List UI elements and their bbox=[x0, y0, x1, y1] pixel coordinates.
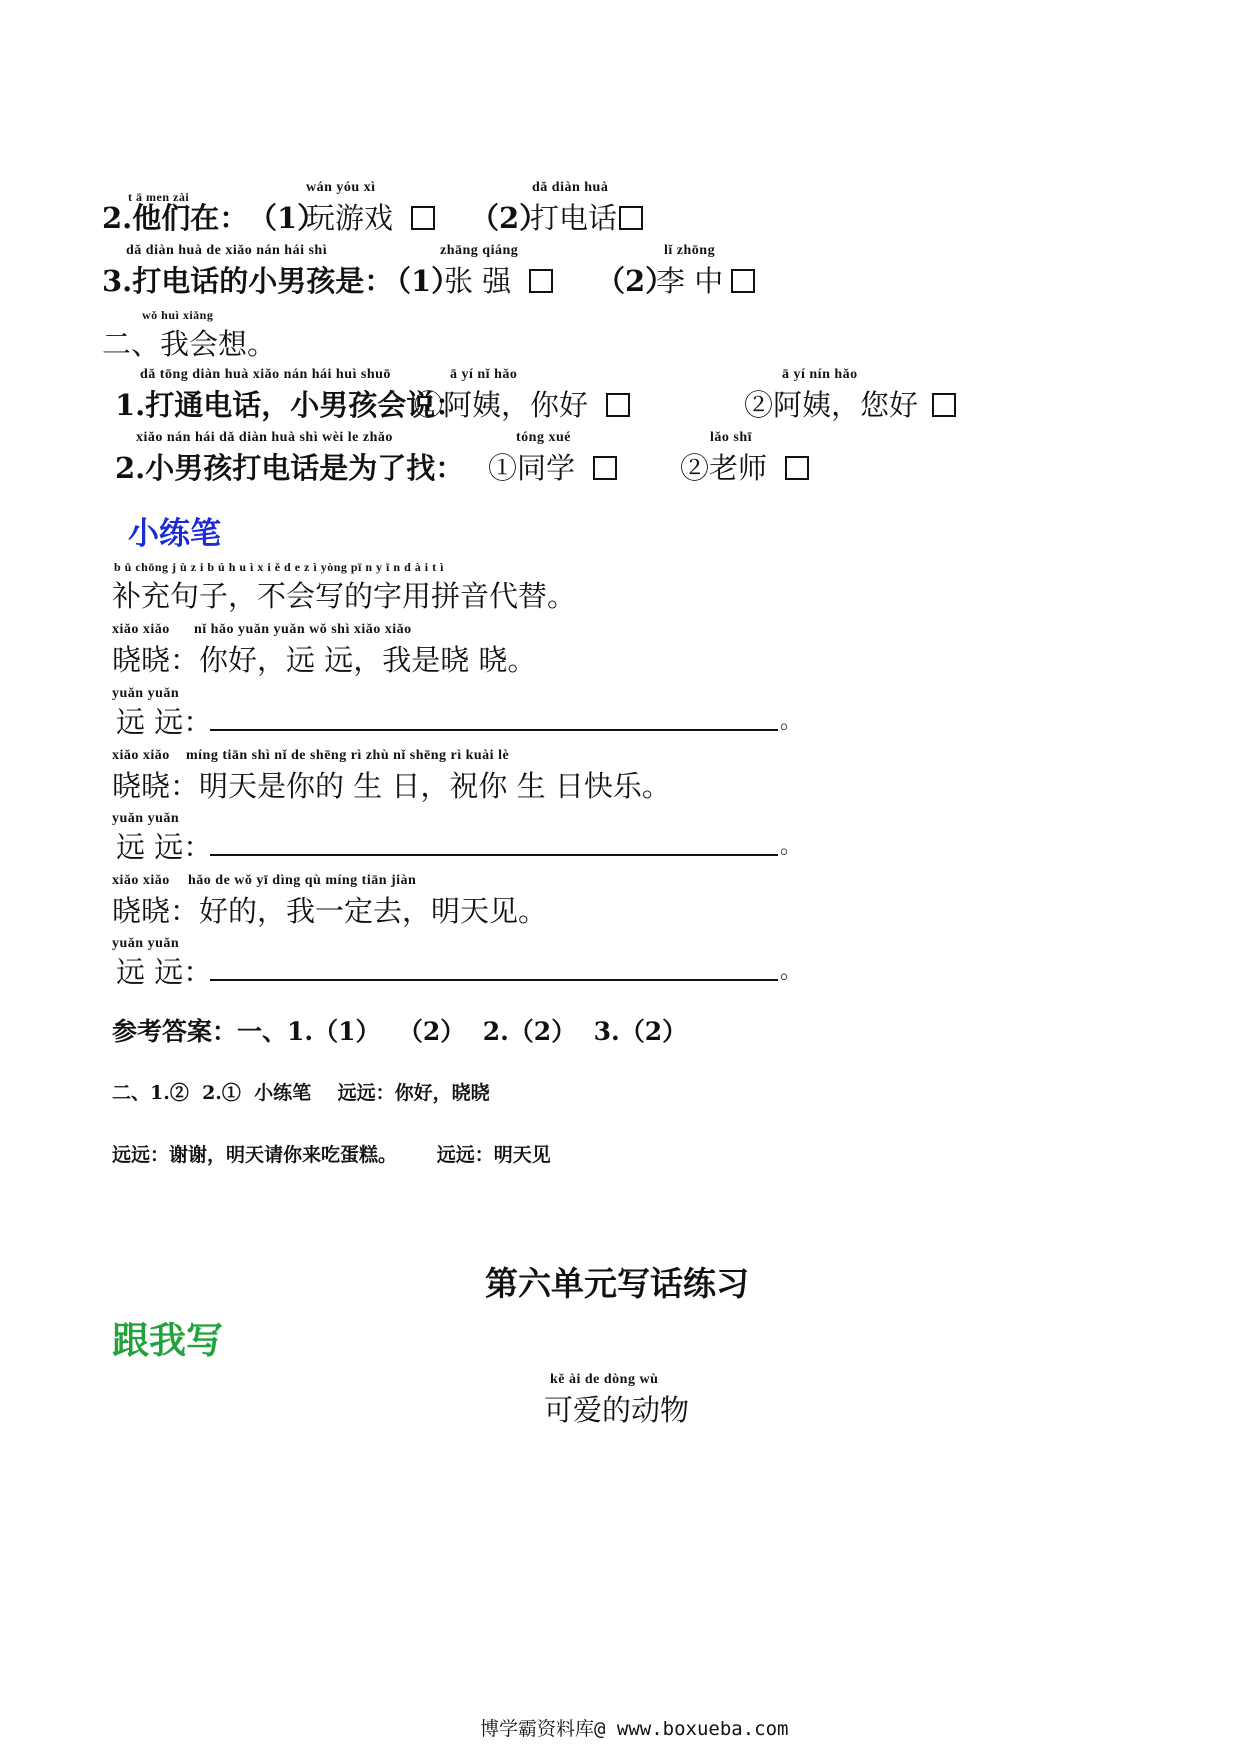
s2-q2-opt1-row bbox=[488, 446, 617, 487]
dialog-6-speaker-pinyin: yuǎn yuǎn bbox=[112, 936, 180, 951]
s2-q1-opt2-checkbox[interactable] bbox=[932, 393, 956, 417]
dialog-2-label: 远 远： bbox=[116, 705, 213, 739]
q3-opt1-pinyin: zhāng qiáng bbox=[440, 243, 519, 258]
q2-opt1-number: （1） bbox=[248, 201, 327, 235]
s2-q2-opt2-text: ②老师 bbox=[680, 451, 768, 485]
q2-opt2-checkbox[interactable] bbox=[619, 206, 643, 230]
s2-q1-opt2-text: ②阿姨，您好 bbox=[744, 388, 919, 422]
dialog-2-speaker-pinyin: yuǎn yuǎn bbox=[112, 686, 180, 701]
dialog-5-pinyin: hǎo de wǒ yī dìng qù míng tiān jiàn bbox=[188, 873, 417, 888]
practice-intro: 补充句子，不会写的字用拼音代替。 bbox=[112, 579, 577, 613]
s2-q2-opt1-checkbox[interactable] bbox=[593, 456, 617, 480]
q2-pinyin: t ā men zài bbox=[128, 190, 190, 204]
dialog-5-text: 晓晓：好的，我一定去，明天见。 bbox=[112, 894, 548, 928]
unit6-subtitle-pinyin: kě ài de dòng wù bbox=[550, 1372, 659, 1387]
s2-q1-opt1-checkbox[interactable] bbox=[606, 393, 630, 417]
dialog-3-speaker-pinyin: xiǎo xiǎo bbox=[112, 748, 170, 763]
s2-q2-pinyin: xiǎo nán hái dǎ diàn huà shì wèi le zhǎo bbox=[136, 430, 393, 445]
q2-opt1-text: 玩游戏 bbox=[306, 201, 394, 235]
q3-opt2-checkbox[interactable] bbox=[731, 269, 755, 293]
q2-opt2-row bbox=[530, 196, 643, 237]
practice-intro-pinyin: b ǔ chōng j ù z i b ú h u ì x i ě d e z ì yòng pī n y ī n d à i t ì bbox=[114, 560, 444, 574]
answer-blank-2-end: 。 bbox=[780, 834, 803, 859]
q3-opt1-number: （1） bbox=[382, 264, 461, 298]
s2-q1-opt2-pinyin: ā yí nín hǎo bbox=[782, 367, 858, 382]
unit6-title: 第六单元写话练习 bbox=[485, 1264, 749, 1303]
s2-q1-label: 1.打通电话，小男孩会说： bbox=[115, 388, 465, 422]
q3-pinyin: dǎ diàn huà de xiǎo nán hái shì bbox=[126, 243, 328, 258]
dialog-1-text: 晓晓：你好，远 远，我是晓 晓。 bbox=[112, 643, 537, 677]
s2-q2-opt1-text: ①同学 bbox=[488, 451, 576, 485]
section2-heading: 二、我会想。 bbox=[102, 327, 277, 361]
q3-opt1-checkbox[interactable] bbox=[529, 269, 553, 293]
section2-heading-pinyin: wǒ huì xiǎng bbox=[142, 308, 214, 322]
answer-key-line1: 参考答案：一、1.（1） （2） 2.（2） 3.（2） bbox=[112, 1017, 688, 1046]
q3-opt2-pinyin: lǐ zhōng bbox=[664, 243, 716, 258]
dialog-5-speaker-pinyin: xiǎo xiǎo bbox=[112, 873, 170, 888]
q3-opt1-row bbox=[444, 259, 553, 300]
q3-opt2-text: 李 中 bbox=[656, 264, 724, 298]
s2-q1-opt2-row bbox=[744, 383, 956, 424]
dialog-6-label: 远 远： bbox=[116, 955, 213, 989]
s2-q1-opt1-row bbox=[414, 383, 630, 424]
q3-opt2-number: （2） bbox=[596, 264, 675, 298]
footer-watermark: 博学霸资料库@ www.boxueba.com bbox=[480, 1718, 789, 1740]
answer-blank-1-end: 。 bbox=[780, 709, 803, 734]
answer-blank-3[interactable] bbox=[210, 979, 778, 981]
answer-key-line2: 二、1.② 2.① 小练笔 远远：你好，晓晓 bbox=[112, 1082, 490, 1104]
answer-blank-3-end: 。 bbox=[780, 959, 803, 984]
q2-opt1-checkbox[interactable] bbox=[411, 206, 435, 230]
s2-q2-label: 2.小男孩打电话是为了找： bbox=[115, 451, 465, 485]
dialog-3-pinyin: míng tiān shì nǐ de shēng rì zhù nǐ shēng rì kuài lè bbox=[186, 748, 510, 763]
q3-opt1-text: 张 强 bbox=[444, 264, 512, 298]
answer-blank-2[interactable] bbox=[210, 854, 778, 856]
dialog-1-pinyin: nǐ hǎo yuǎn yuǎn wǒ shì xiǎo xiǎo bbox=[194, 622, 412, 637]
q2-opt2-number: （2） bbox=[470, 201, 549, 235]
answer-blank-1[interactable] bbox=[210, 729, 778, 731]
dialog-4-speaker-pinyin: yuǎn yuǎn bbox=[112, 811, 180, 826]
s2-q1-opt1-pinyin: ā yí nǐ hǎo bbox=[450, 367, 518, 382]
q3-label: 3.打电话的小男孩是： bbox=[102, 264, 394, 298]
s2-q2-opt2-row bbox=[680, 446, 809, 487]
q2-opt1-pinyin: wán yóu xì bbox=[306, 180, 376, 195]
s2-q2-opt2-pinyin: lǎo shī bbox=[710, 430, 753, 445]
q2-opt1-row bbox=[306, 196, 435, 237]
dialog-1-speaker-pinyin: xiǎo xiǎo bbox=[112, 622, 170, 637]
s2-q2-opt2-checkbox[interactable] bbox=[785, 456, 809, 480]
q3-opt2-row bbox=[656, 259, 755, 300]
q2-opt2-text: 打电话 bbox=[530, 201, 618, 235]
dialog-4-label: 远 远： bbox=[116, 830, 213, 864]
s2-q2-opt1-pinyin: tóng xué bbox=[516, 430, 571, 445]
dialog-3-text: 晓晓：明天是你的 生 日，祝你 生 日快乐。 bbox=[112, 769, 671, 803]
s2-q1-opt1-text: ①阿姨，你好 bbox=[414, 388, 589, 422]
unit6-heading: 跟我写 bbox=[112, 1319, 223, 1362]
q2-label: 2.他们在： bbox=[102, 201, 249, 235]
s2-q1-pinyin: dǎ tōng diàn huà xiǎo nán hái huì shuō bbox=[140, 367, 391, 382]
q2-opt2-pinyin: dǎ diàn huà bbox=[532, 180, 609, 195]
practice-heading: 小练笔 bbox=[128, 516, 221, 552]
answer-key-line3: 远远：谢谢，明天请你来吃蛋糕。 远远：明天见 bbox=[112, 1144, 551, 1166]
unit6-subtitle: 可爱的动物 bbox=[544, 1393, 690, 1427]
